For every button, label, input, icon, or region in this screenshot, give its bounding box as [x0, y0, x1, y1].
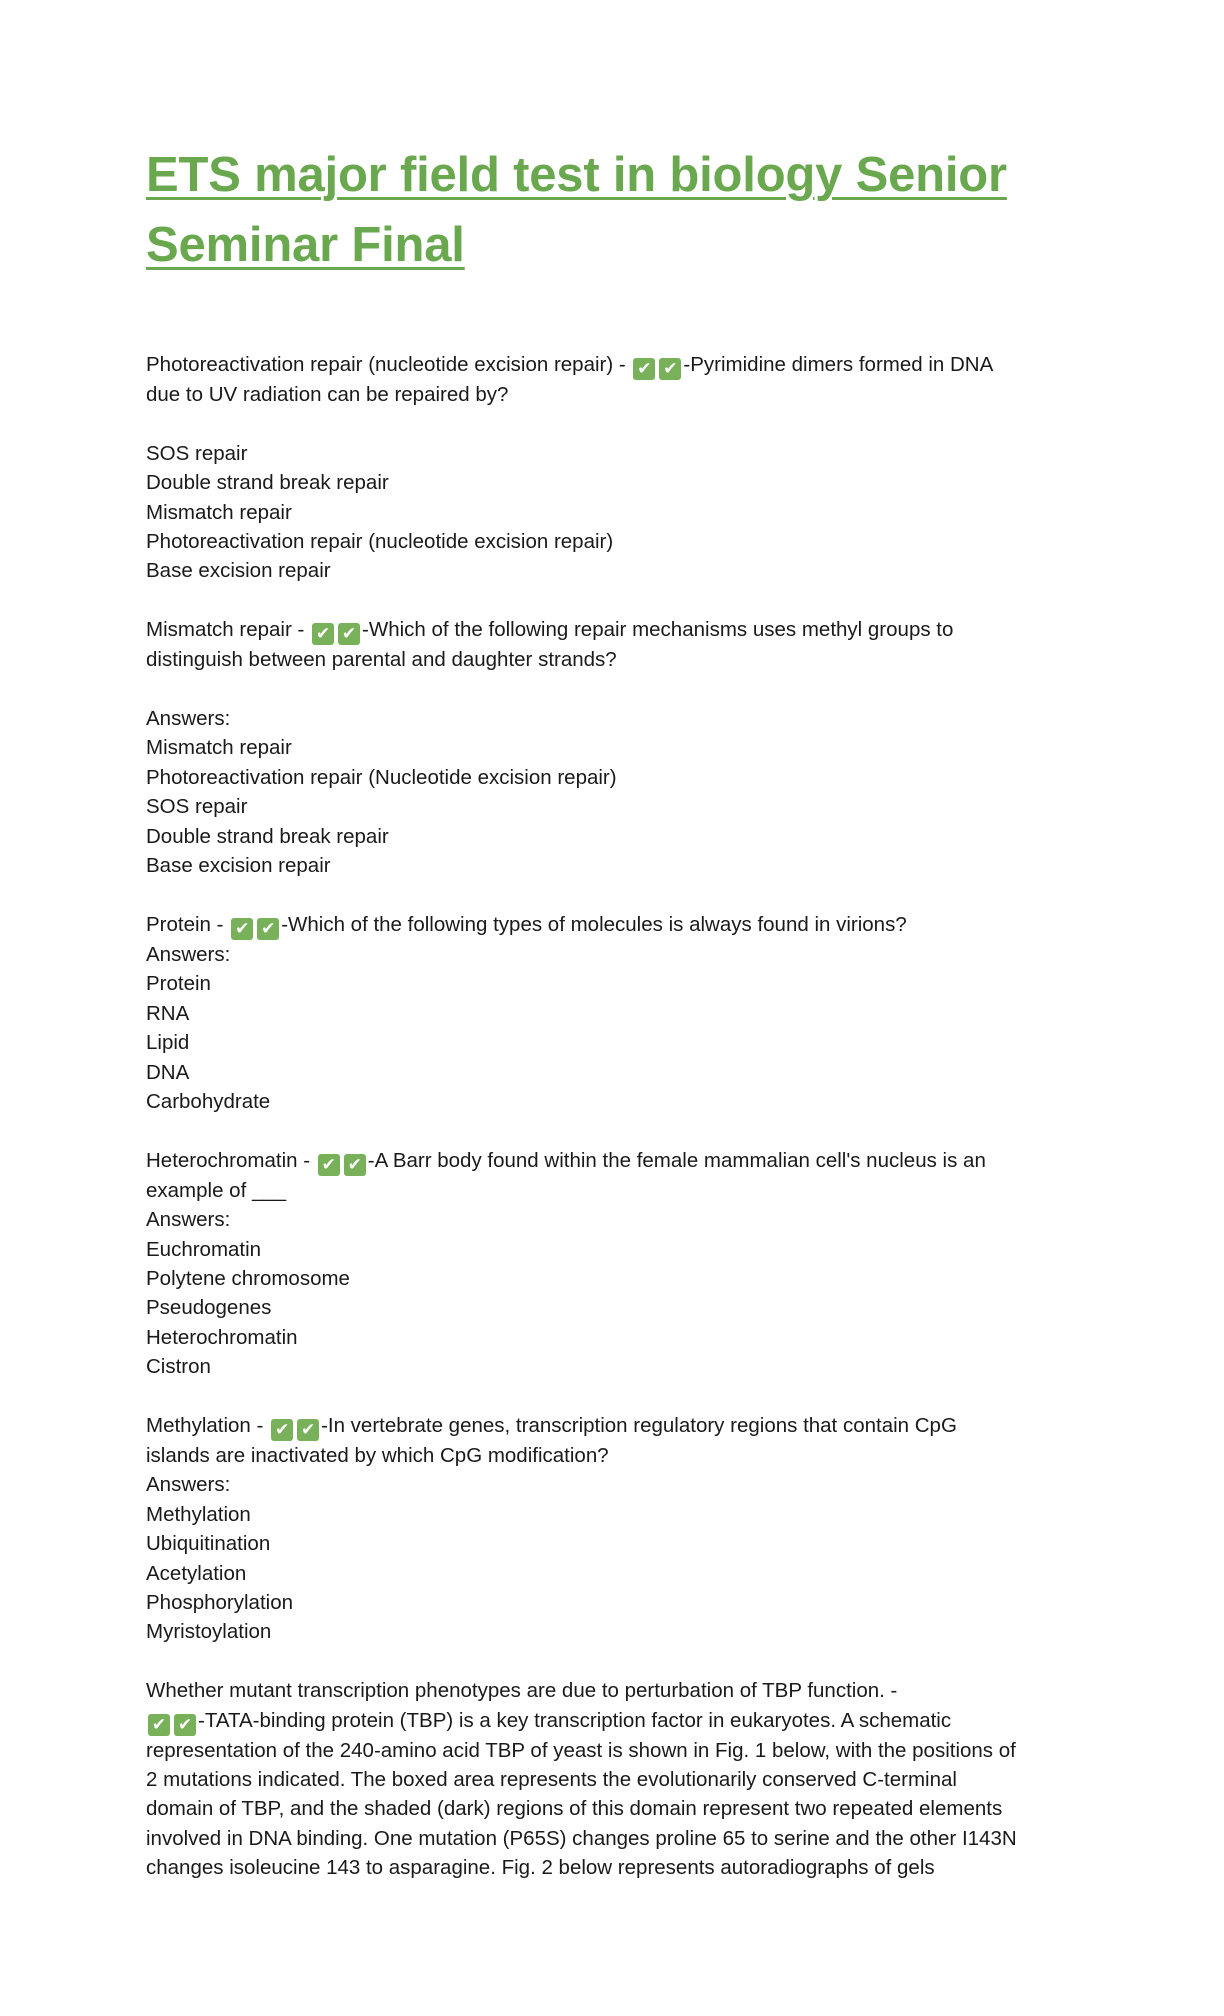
option-line: Answers:: [146, 1473, 231, 1497]
check-mark-icon: ✔: [271, 1419, 293, 1441]
option-line: [146, 409, 1106, 438]
option-line: Phosphorylation: [146, 1590, 294, 1614]
paragraph-line: domain of TBP, and the shaded (dark) regions of this domain represent two repeated elements: [146, 1797, 1003, 1821]
question-line: [146, 350, 1106, 380]
check-mark-icon: ✔: [297, 1419, 319, 1441]
option-line: Answers:: [146, 707, 231, 731]
paragraph-line: changes isoleucine 143 to asparagine. Fig. 2 below represents autoradiographs of gels: [146, 1856, 935, 1880]
check-mark-icon: ✔: [659, 358, 681, 380]
option-line: SOS repair: [146, 795, 248, 819]
qa-block: [146, 1411, 1106, 1647]
paragraph-line: representation of the 240-amino acid TBP of yeast is shown in Fig. 1 below, with the positions of: [146, 1738, 1016, 1762]
question-text: islands are inactivated by which CpG modification?: [146, 1443, 609, 1467]
document-title-link[interactable]: ETS major field test in biology Senior Seminar Final: [146, 148, 1007, 272]
option-line: Carbohydrate: [146, 1089, 271, 1113]
check-mark-icon: ✔: [338, 623, 360, 645]
option-line: Euchromatin: [146, 1237, 262, 1261]
qa-block: [146, 1676, 1106, 1882]
option-line: Answers:: [146, 1208, 231, 1232]
qa-block: [146, 910, 1106, 1116]
answer-text: Photoreactivation repair (nucleotide excision repair) -: [146, 353, 626, 376]
paragraph-line: 2 mutations indicated. The boxed area represents the evolutionarily conserved C-terminal: [146, 1767, 957, 1791]
question-text: -In vertebrate genes, transcription regulatory regions that contain CpG: [321, 1413, 957, 1437]
question-text: -Pyrimidine dimers formed in DNA: [683, 353, 994, 376]
qa-block: [146, 615, 1106, 880]
option-line: Answers:: [146, 942, 231, 966]
option-line: Double strand break repair: [146, 824, 389, 848]
option-line: DNA: [146, 1060, 190, 1084]
option-line: Photoreactivation repair (Nucleotide excision repair): [146, 765, 617, 789]
question-text: -Which of the following types of molecules is always found in virions?: [281, 912, 907, 936]
question-text: distinguish between parental and daughter strands?: [146, 648, 617, 672]
check-mark-icon: ✔: [257, 918, 279, 940]
document-content: [146, 350, 1106, 1883]
answer-text: Mismatch repair -: [146, 618, 305, 642]
question-line: [146, 615, 1106, 645]
answer-text: Heterochromatin -: [146, 1148, 311, 1172]
option-line: [146, 675, 1106, 704]
option-line: Double strand break repair: [146, 471, 389, 495]
option-line: Ubiquitination: [146, 1532, 271, 1556]
question-line: [146, 1146, 1106, 1176]
question-text: example of ___: [146, 1178, 287, 1202]
option-line: Cistron: [146, 1355, 211, 1379]
answer-text: Methylation -: [146, 1413, 264, 1437]
option-line: SOS repair: [146, 441, 248, 465]
check-mark-icon: ✔: [318, 1154, 340, 1176]
question-text: -TATA-binding protein (TBP) is a key transcription factor in eukaryotes. A schematic: [198, 1708, 952, 1732]
option-line: Polytene chromosome: [146, 1266, 350, 1290]
question-line: [146, 1706, 1106, 1736]
option-line: Mismatch repair: [146, 500, 292, 524]
check-mark-icon: ✔: [148, 1714, 170, 1736]
check-mark-icon: ✔: [344, 1154, 366, 1176]
question-line: [146, 1411, 1106, 1441]
option-line: Base excision repair: [146, 559, 331, 583]
check-mark-icon: ✔: [174, 1714, 196, 1736]
check-mark-icon: ✔: [312, 623, 334, 645]
question-text: -A Barr body found within the female mammalian cell's nucleus is an: [367, 1148, 986, 1172]
option-line: Methylation: [146, 1502, 251, 1526]
option-line: RNA: [146, 1001, 190, 1025]
question-text: -Which of the following repair mechanisms uses methyl groups to: [362, 618, 954, 642]
document-page: [146, 140, 1106, 1912]
option-line: Lipid: [146, 1031, 190, 1055]
option-line: Pseudogenes: [146, 1296, 272, 1320]
question-line: [146, 910, 1106, 940]
answer-text: Protein -: [146, 912, 224, 936]
option-line: Acetylation: [146, 1561, 247, 1585]
qa-block: [146, 1146, 1106, 1382]
option-line: Base excision repair: [146, 854, 331, 878]
qa-block: [146, 350, 1106, 586]
question-text: due to UV radiation can be repaired by?: [146, 383, 509, 406]
option-line: Myristoylation: [146, 1620, 272, 1644]
paragraph-line: involved in DNA binding. One mutation (P65S) changes proline 65 to serine and the other I143N: [146, 1826, 1017, 1850]
option-line: Protein: [146, 972, 211, 996]
option-line: Mismatch repair: [146, 736, 292, 760]
option-line: Heterochromatin: [146, 1325, 298, 1349]
check-mark-icon: ✔: [231, 918, 253, 940]
option-line: Photoreactivation repair (nucleotide excision repair): [146, 530, 614, 554]
check-mark-icon: ✔: [633, 358, 655, 380]
question-line: Whether mutant transcription phenotypes are due to perturbation of TBP function. -: [146, 1679, 898, 1703]
